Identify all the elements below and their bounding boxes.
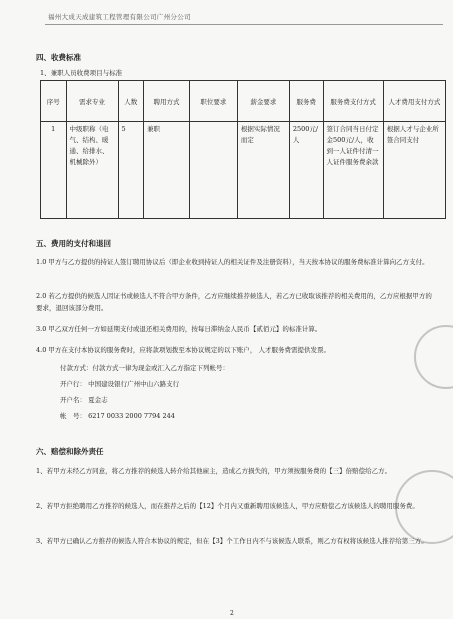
section4-title: 四、收费标准 xyxy=(36,53,81,62)
section5-p3: 3.0 甲乙双方任何一方如延期支付或退还相关费用的，按每日滞纳金人民币【贰佰元】的标准计算。 xyxy=(36,325,322,333)
header-no: 序号 xyxy=(41,81,67,122)
account-name-label: 开户名： xyxy=(60,396,86,404)
header-salary: 薪金要求 xyxy=(237,81,289,122)
section6-p1: 1、若甲方未经乙方同意，将乙方推荐的候选人转介给其他雇主，造成乙方损失的，甲方须按服务费的【三】倍赔偿给乙方。 xyxy=(36,467,392,475)
account-number-value: 6217 0033 2000 7794 244 xyxy=(88,412,175,420)
header-divider xyxy=(45,24,443,25)
section5-title: 五、费用的支付和退回 xyxy=(36,239,111,248)
section6-p3: 3、若甲方已确认乙方推荐的候选人符合本协议的规定，但在【3】个工作日内不与该候选人联系，则乙方有权将该候选人推荐给第三方。 xyxy=(36,537,428,545)
bank-value: 中国建设银行广州中山六路支行 xyxy=(88,380,180,388)
fee-table xyxy=(40,80,446,219)
seal-stamp-bottom xyxy=(395,470,453,544)
header-major: 需求专业 xyxy=(66,81,118,122)
section5-p2: 2.0 若乙方提供的候选人因证书或候选人不符合甲方条件，乙方应继续推荐候选人，若乙方已收取该推荐的相关费用的，乙方应根据甲方的要求，退回该部分费用。 xyxy=(36,292,432,312)
cell-fee-pay: 签订合同当日付定金500元/人，收到一人证件付清一人证件服务费余款 xyxy=(323,122,383,219)
header-count: 人数 xyxy=(118,81,144,122)
cell-no: 1 xyxy=(41,122,67,219)
section6-title: 六、赔偿和除外责任 xyxy=(36,447,104,456)
page-number: 2 xyxy=(230,610,234,617)
section5-p1: 1.0 甲方与乙方提供的持证人签订聘用协议后（即企业收到持证人的相关证件及注册资料），当天按本协议的服务费标准计算向乙方支付。 xyxy=(36,258,429,266)
header-fee: 服务费 xyxy=(289,81,323,122)
cell-count: 5 xyxy=(118,122,144,219)
header-position: 职位要求 xyxy=(189,81,237,122)
bank-label: 开户行： xyxy=(60,380,86,388)
account-number-label: 帐 号： xyxy=(60,412,86,420)
cell-position xyxy=(189,122,237,219)
cell-fee: 2500元/人 xyxy=(289,122,323,219)
section4-subtitle: 1、兼职人员收费项目与标准 xyxy=(40,69,123,77)
cell-major: 中级职称（电气、结构、暖通、给排水、机械除外） xyxy=(66,122,118,219)
bank-row xyxy=(60,378,179,391)
cell-talent-pay: 根据人才与企业所签合同支付 xyxy=(383,122,445,219)
account-name-row xyxy=(60,394,108,407)
section6-p2: 2、若甲方拒绝聘用乙方推荐的候选人，而在推荐之后的【12】个月内又重新聘用该候选人，甲方应赔偿乙方该候选人的聘用服务费。 xyxy=(36,502,419,510)
table-header-row xyxy=(41,81,446,122)
table-row xyxy=(41,122,446,219)
payment-intro: 付款方式：付款方式一律为现金或汇入乙方指定下列帐号： xyxy=(60,364,229,372)
page-header: 福州大成天成建筑工程管理有限公司广州分公司 xyxy=(48,13,191,21)
header-fee-pay: 服务费支付方式 xyxy=(323,81,383,122)
cell-mode: 兼职 xyxy=(144,122,190,219)
header-mode: 聘用方式 xyxy=(144,81,190,122)
account-number-row xyxy=(60,410,175,423)
cell-salary: 根据实际情况而定 xyxy=(237,122,289,219)
header-talent-pay: 人才费用支付方式 xyxy=(383,81,445,122)
section5-p4: 4.0 甲方在支付本协议的服务费时，应将款项划拨至本协议规定的以下账户， 人才服务费需提供发票。 xyxy=(36,346,330,354)
account-name-value: 夏金志 xyxy=(88,396,108,404)
